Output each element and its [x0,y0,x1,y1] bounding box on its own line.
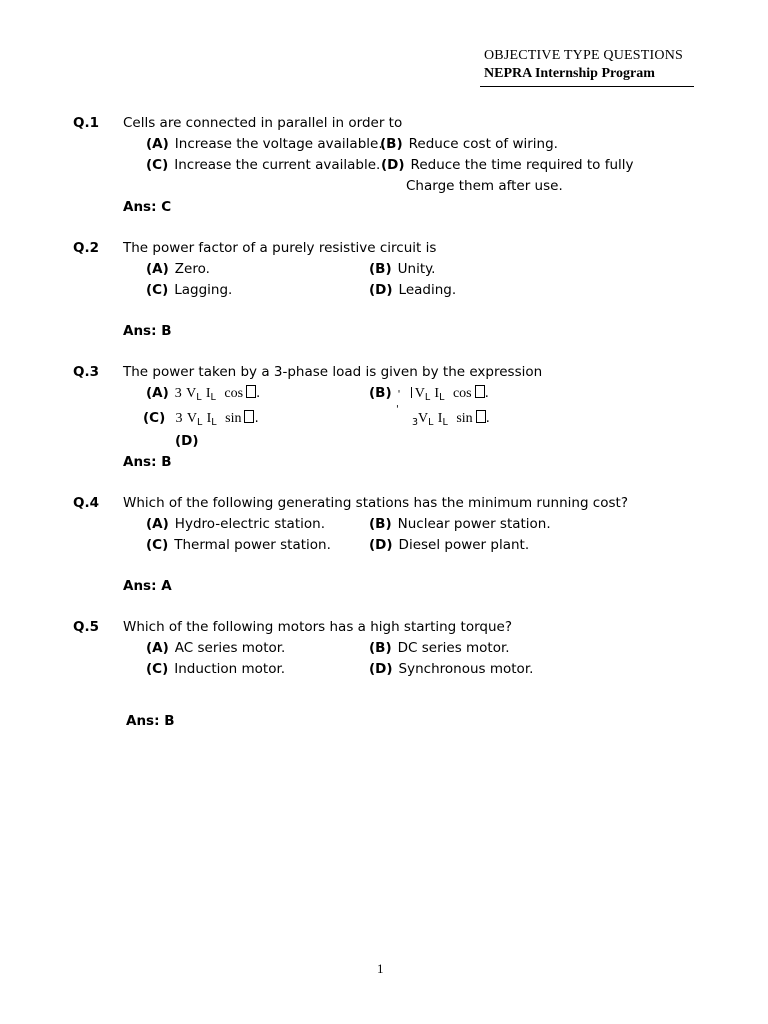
option-label: (D) [369,661,393,677]
option-text: DC series motor. [397,640,510,656]
formula-subscript: L [196,417,203,428]
formula-end: . [256,385,261,401]
formula-function: sin [456,411,473,426]
question-number: Q.1 [73,115,99,131]
option-text: Synchronous motor. [398,661,534,677]
formula-function: cos [224,386,244,401]
option-c [146,536,331,554]
phi-placeholder-icon [476,410,486,423]
option-text: Nuclear power station. [397,516,551,532]
option-b [369,639,510,657]
option-text: Hydro-electric station. [174,516,325,532]
question-text: The power taken by a 3-phase load is given by the expression [123,364,543,380]
phi-placeholder-icon [475,385,485,398]
formula-voltage: V [418,411,429,426]
option-a [146,135,383,153]
option-d [369,660,533,678]
formula-function: cos [452,386,472,401]
answer: Ans: A [123,578,172,594]
option-label: (B) [369,261,392,277]
option-text: Zero. [174,261,210,277]
option-label: (B) [369,640,392,656]
option-label: (C) [143,410,166,426]
formula-subscript: L [211,417,217,428]
option-label: (A) [146,385,169,401]
question-text: The power factor of a purely resistive circuit is [123,240,437,256]
option-text: Unity. [397,261,436,277]
option-d-continuation: Charge them after use. [406,178,563,194]
formula-current: I [434,386,440,401]
formula-subscript: L [424,392,431,403]
option-text: Reduce cost of wiring. [408,136,558,152]
question-number: Q.5 [73,619,99,635]
answer: Ans: B [123,323,172,339]
phi-placeholder-icon [244,410,254,423]
option-c [143,409,259,432]
option-d [369,281,456,299]
option-text: Increase the current available. [174,157,381,173]
formula-current: I [205,386,211,401]
option-b [369,515,551,533]
question-text: Cells are connected in parallel in order to [123,115,403,131]
formula-end: . [254,410,259,426]
answer: Ans: C [123,199,172,215]
header-rule [480,86,694,87]
formula-coefficient: 3 [175,411,183,426]
option-a [146,384,260,407]
root-tick: ' [397,389,401,400]
answer: Ans: B [123,454,172,470]
formula-subscript: L [428,417,434,428]
option-d-label: (D) [175,433,199,449]
option-text: Thermal power station. [174,537,331,553]
option-label: (C) [146,157,169,173]
option-text: Leading. [398,282,457,298]
question-number: Q.3 [73,364,99,380]
header-program: NEPRA Internship Program [484,66,655,81]
option-b [380,135,558,153]
formula-current: I [206,411,212,426]
formula-coefficient: 3 [174,386,182,401]
formula-voltage: V [186,386,197,401]
option-text: Reduce the time required to fully [410,157,634,173]
option-label: (A) [146,261,169,277]
question-number: Q.4 [73,495,99,511]
option-b [369,260,435,278]
option-d-formula [412,409,490,432]
option-text: Increase the voltage available. [174,136,383,152]
formula-subscript: L [210,392,216,403]
option-label: (B) [369,385,392,401]
formula-coefficient-subscript: 3 [412,417,419,428]
option-c [146,156,380,174]
option-c [146,660,285,678]
option-label: (C) [146,537,169,553]
page-header [484,47,683,83]
header-title: OBJECTIVE TYPE QUESTIONS [484,48,683,63]
formula-subscript: L [439,392,445,403]
formula-voltage: V [414,386,425,401]
option-a [146,515,325,533]
option-d [369,536,529,554]
formula-subscript: L [442,417,448,428]
option-text: Lagging. [174,282,233,298]
formula-end: . [485,410,490,426]
option-d [381,156,634,174]
option-label: (B) [380,136,403,152]
option-label: (D) [369,282,393,298]
option-label: (A) [146,516,169,532]
option-label: (A) [146,136,169,152]
formula-subscript: L [196,392,202,403]
question-text: Which of the following motors has a high starting torque? [123,619,513,635]
page-number: 1 [377,961,384,976]
option-label: (C) [146,661,169,677]
option-a [146,260,210,278]
option-label: (B) [369,516,392,532]
question-number: Q.2 [73,240,99,256]
formula-voltage: V [186,411,197,426]
formula-function: sin [225,411,242,426]
root-tick: ' [396,404,399,415]
option-label: (C) [146,282,169,298]
option-text: Diesel power plant. [398,537,530,553]
option-text: Induction motor. [174,661,286,677]
answer: Ans: B [126,713,175,729]
option-label: (D) [369,537,393,553]
option-c [146,281,232,299]
formula-end: . [484,385,489,401]
option-a [146,639,285,657]
option-label: (D) [381,157,405,173]
option-label: (A) [146,640,169,656]
option-b [369,384,489,407]
formula-current: I [437,411,443,426]
option-text: AC series motor. [174,640,286,656]
question-text: Which of the following generating stations has the minimum running cost? [123,495,628,511]
phi-placeholder-icon [246,385,256,398]
